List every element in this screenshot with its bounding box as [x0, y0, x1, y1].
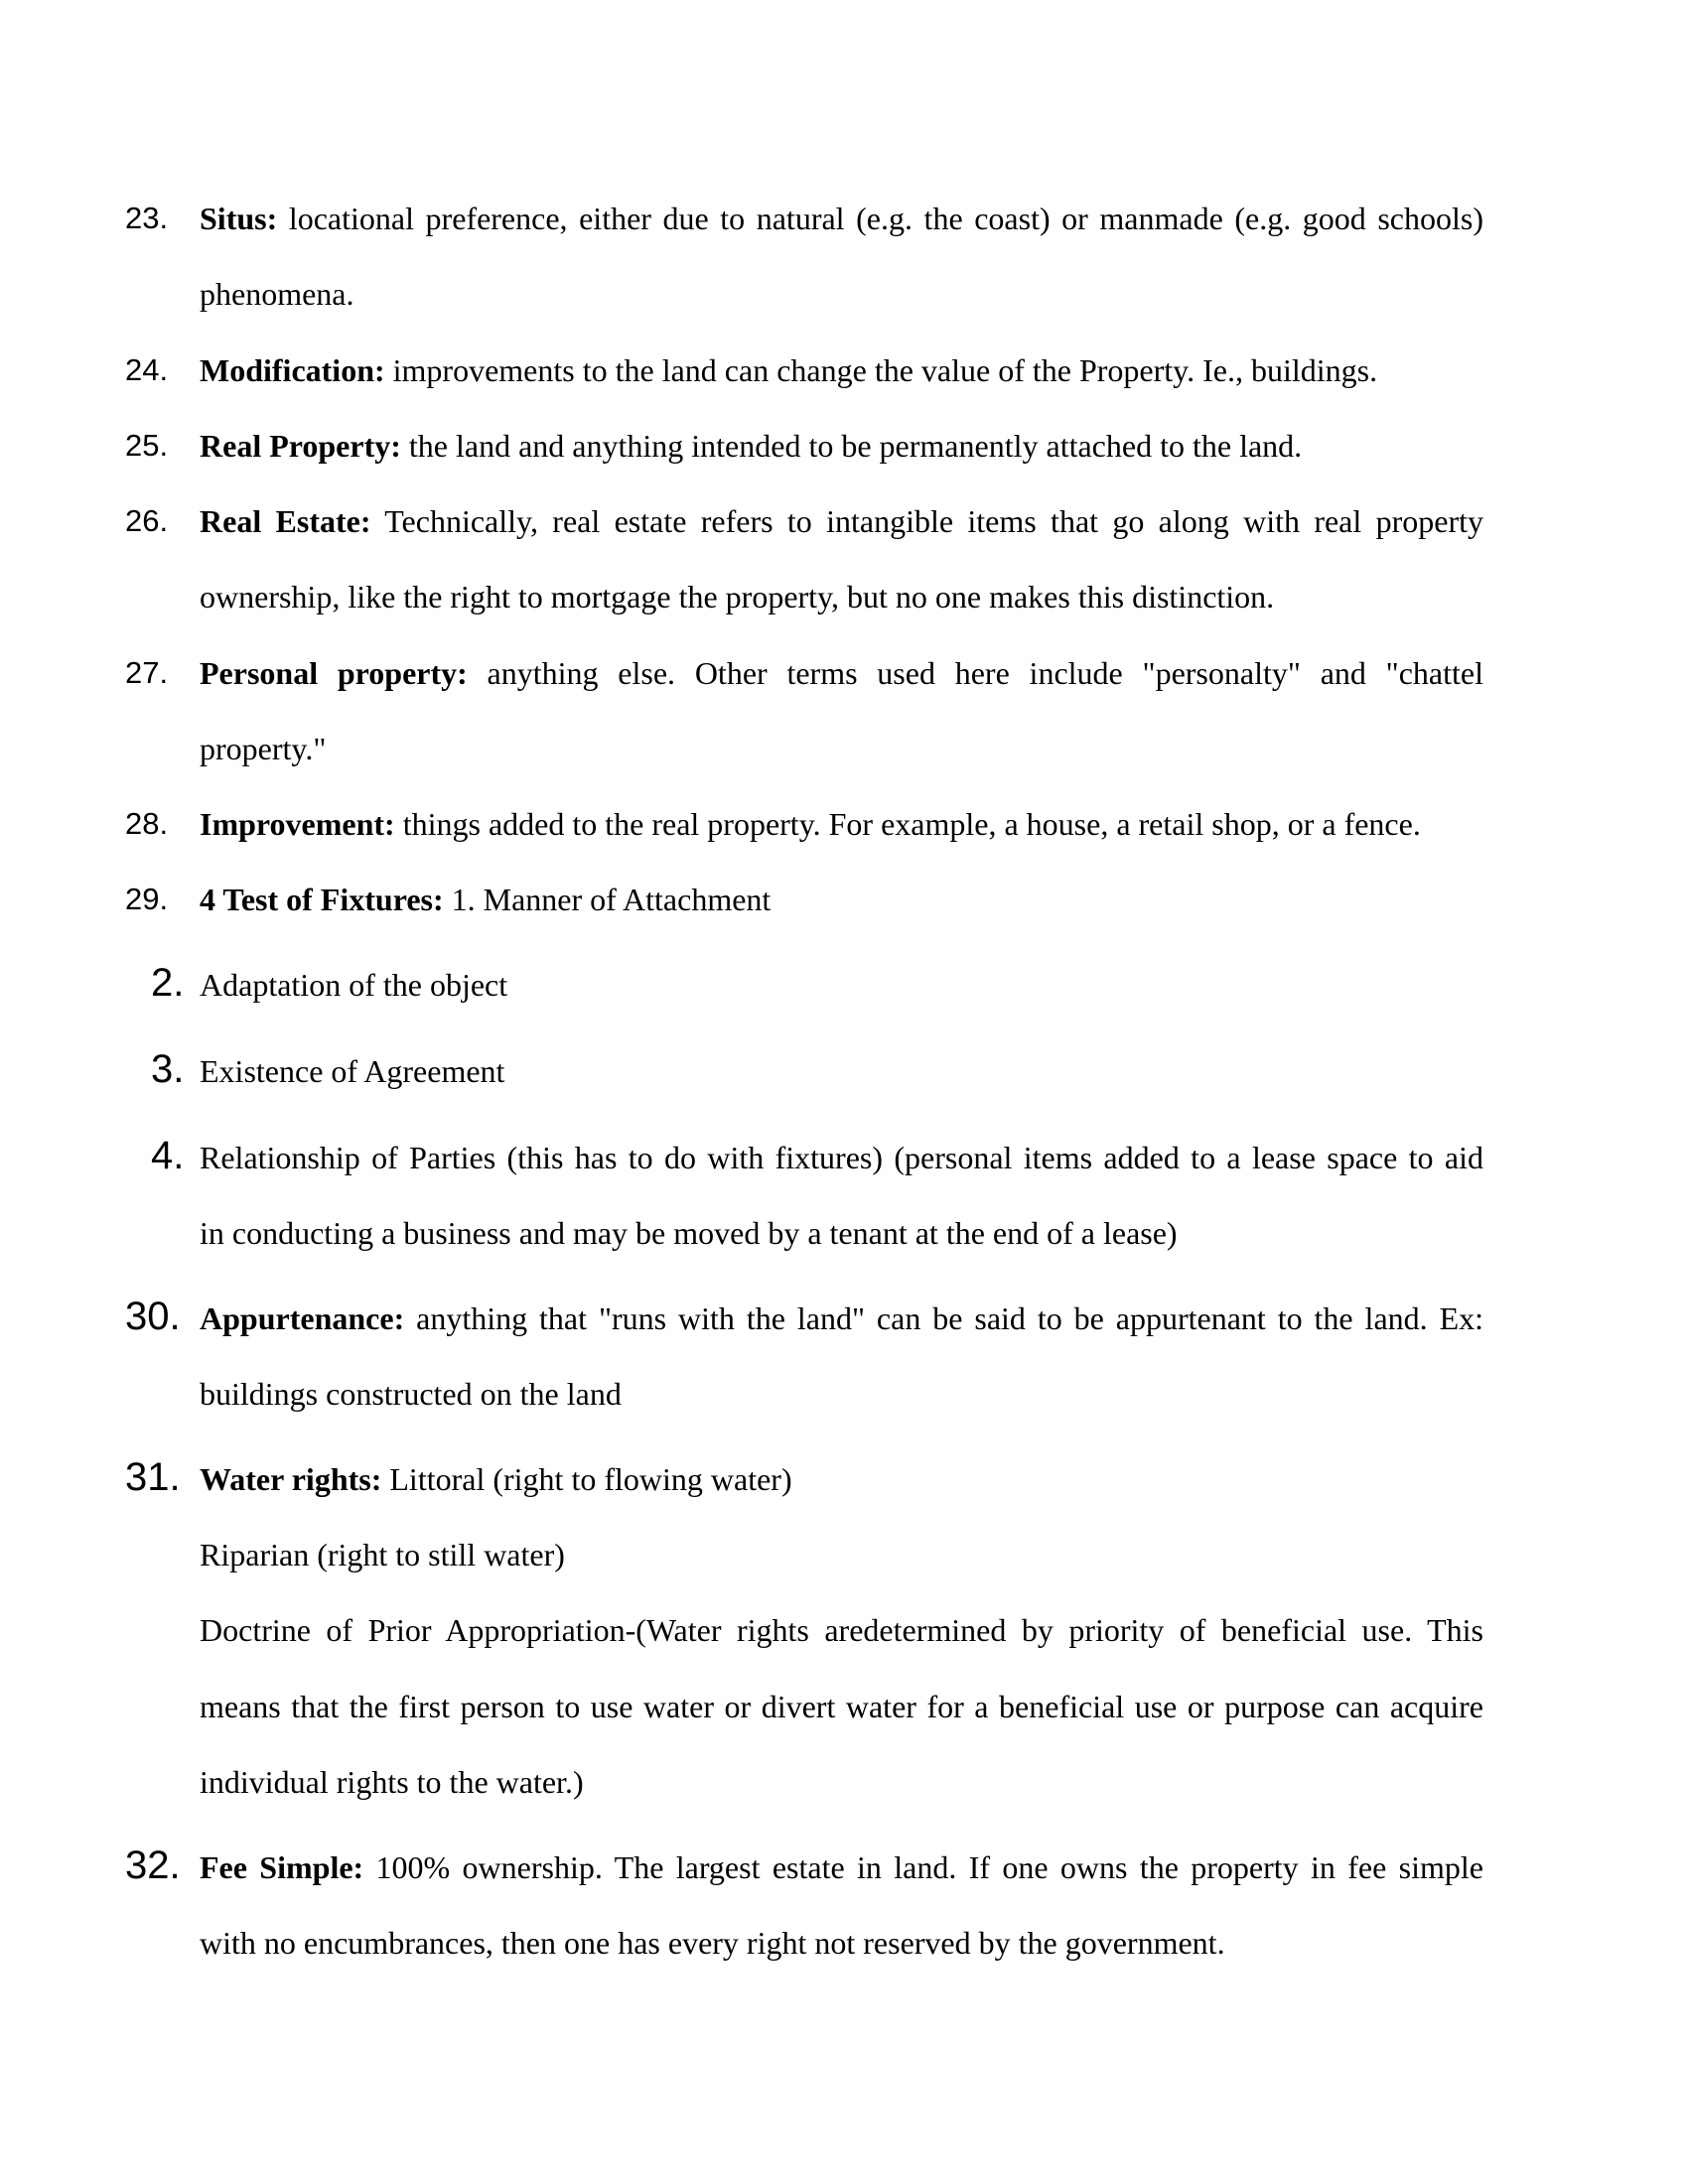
item-line: individual rights to the water.): [200, 1764, 584, 1800]
item-definition: Technically, real estate refers to intangible items that go along with real property: [370, 503, 1484, 539]
sub-item-number: 2.: [151, 961, 185, 1005]
item-term: Real Property:: [200, 428, 401, 464]
item-term: Improvement:: [200, 806, 395, 842]
item-definition: locational preference, either due to natural (e.g. the coast) or manmade (e.g. good schools): [277, 201, 1483, 236]
item-term: Fee Simple:: [200, 1849, 364, 1885]
sub-item-text: Relationship of Parties (this has to do with fixtures) (personal items added to a lease space to aid: [200, 1140, 1483, 1175]
item-definition: the land and anything intended to be permanently attached to the land.: [400, 428, 1303, 464]
sub-item-text: in conducting a business and may be moved by a tenant at the end of a lease): [200, 1215, 1178, 1251]
item-line: [200, 1302, 1483, 1334]
item-term: Real Estate:: [200, 503, 371, 539]
item-line: property.": [200, 731, 327, 766]
item-line: Riparian (right to still water): [200, 1537, 565, 1572]
item-number: 28.: [125, 806, 169, 841]
item-number: 23.: [125, 201, 169, 235]
item-line: phenomena.: [200, 276, 354, 312]
item-definition: 1. Manner of Attachment: [443, 882, 772, 917]
item-definition: anything else. Other terms used here include "personalty" and "chattel: [467, 655, 1484, 691]
sub-item-number: 4.: [151, 1134, 185, 1177]
item-line: Doctrine of Prior Appropriation-(Water rights aredetermined by priority of beneficial use. This: [200, 1612, 1483, 1648]
item-line: buildings constructed on the land: [200, 1376, 622, 1412]
item-number: 25.: [125, 428, 169, 463]
item-number: 26.: [125, 503, 169, 538]
item-term: Water rights:: [200, 1461, 382, 1497]
item-line: means that the first person to use water or divert water for a beneficial use or purpose can acquire: [200, 1689, 1483, 1724]
item-line: [200, 203, 1483, 234]
item-number: 31.: [125, 1455, 181, 1499]
item-number: 29.: [125, 882, 169, 916]
item-line: [200, 1463, 792, 1495]
item-definition: anything that "runs with the land" can be said to be appurtenant to the land. Ex:: [404, 1300, 1483, 1336]
item-term: Situs:: [200, 201, 278, 236]
item-line: [200, 354, 1377, 386]
item-number: 27.: [125, 655, 169, 690]
item-line: [200, 808, 1421, 840]
item-line: [200, 657, 1483, 689]
sub-item-text: Existence of Agreement: [200, 1053, 505, 1089]
item-number: 30.: [125, 1295, 181, 1338]
item-line: with no encumbrances, then one has every right not reserved by the government.: [200, 1925, 1225, 1961]
item-line: [200, 430, 1302, 462]
sub-item-number: 3.: [151, 1047, 185, 1091]
item-number: 24.: [125, 352, 169, 387]
item-line: [200, 505, 1483, 537]
item-line: [200, 884, 771, 915]
item-definition: improvements to the land can change the value of the Property. Ie., buildings.: [384, 352, 1378, 388]
item-line: ownership, like the right to mortgage the property, but no one makes this distinction.: [200, 579, 1275, 614]
item-definition: Littoral (right to flowing water): [381, 1461, 792, 1497]
item-definition: things added to the real property. For example, a house, a retail shop, or a fence.: [394, 806, 1421, 842]
item-line: [200, 1851, 1483, 1883]
item-term: 4 Test of Fixtures:: [200, 882, 444, 917]
item-term: Personal property:: [200, 655, 468, 691]
item-term: Modification:: [200, 352, 385, 388]
item-number: 32.: [125, 1843, 181, 1887]
item-definition: 100% ownership. The largest estate in land. If one owns the property in fee simple: [363, 1849, 1484, 1885]
item-term: Appurtenance:: [200, 1300, 405, 1336]
sub-item-text: Adaptation of the object: [200, 967, 508, 1003]
